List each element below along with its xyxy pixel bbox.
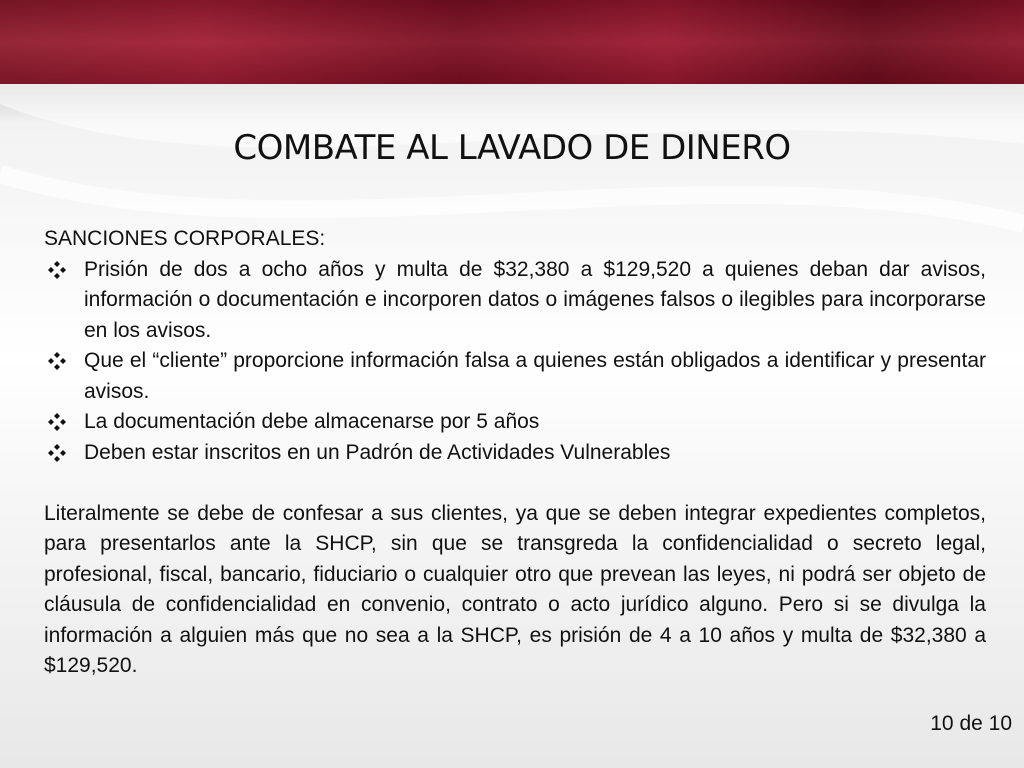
page-number: 10 de 10 <box>930 712 1012 735</box>
section-heading: SANCIONES CORPORALES: <box>44 227 326 250</box>
slide-title: COMBATE AL LAVADO DE DINERO <box>233 128 791 168</box>
slide-content <box>44 224 986 682</box>
bullet-item <box>44 346 986 407</box>
bullet-text: Deben estar inscritos en un Padrón de Actividades Vulnerables <box>84 440 671 464</box>
bullet-item <box>44 438 986 469</box>
diamond-bullet-icon <box>46 346 68 376</box>
spacer <box>44 468 986 499</box>
body-paragraph: Literalmente se debe de confesar a sus clientes, ya que se deben integrar expedientes completos, para presentarlos ante la SHCP, sin que se transgreda la confidencialidad o secreto legal, profesional, fiscal, bancario, fiduciario o cualquier otro que prevean las leyes, ni podrá ser objeto de cláusula de confidencialidad en convenio, contrato o acto jurídico alguno. Pero si se divulga la información a alguien más que no sea a la SHCP, es prisión de 4 a 10 años y multa de $32,380 a $129,520. <box>44 501 986 677</box>
bullet-text: La documentación debe almacenarse por 5 años <box>84 410 540 433</box>
diamond-bullet-icon <box>46 438 68 468</box>
header-band <box>0 0 1024 84</box>
diamond-bullet-icon <box>46 255 68 285</box>
bullet-item <box>44 255 986 347</box>
diamond-bullet-icon <box>46 407 68 437</box>
bullet-list <box>44 255 986 469</box>
bullet-text: Prisión de dos a ocho años y multa de $32,380 a $129,520 a quienes deban dar avisos, información o documentación e incorporen datos o imágenes falsos o ilegibles para incorporarse en los avisos. <box>84 257 986 342</box>
bullet-text: Que el “cliente” proporcione información falsa a quienes están obligados a identificar y presentar avisos. <box>84 349 986 403</box>
bullet-item <box>44 407 986 438</box>
